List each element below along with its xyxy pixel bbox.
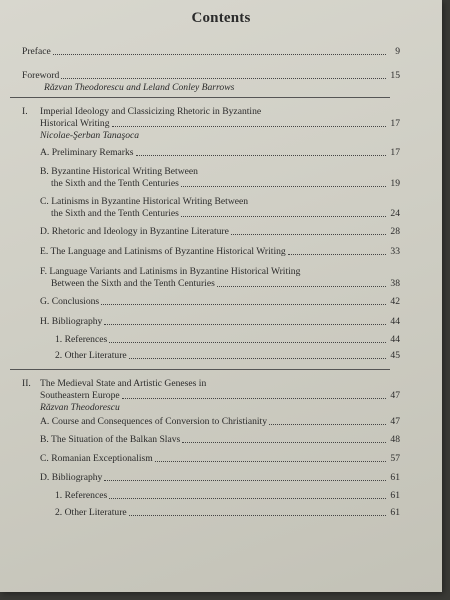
toc-subentry: 2. Other Literature 45 [55, 350, 400, 361]
toc-entry: E. The Language and Latinisms of Byzantine Historical Writing 33 [40, 246, 400, 257]
toc-part-1: Imperial Ideology and Classicizing Rhetoric in Byzantine Historical Writing 17 Nicolae-Şerban Tanaşoca [40, 106, 400, 141]
toc-part-2: The Medieval State and Artistic Geneses in Southeastern Europe 47 Răzvan Theodorescu [40, 378, 400, 413]
part-number: I. [22, 106, 28, 117]
part-author: Nicolae-Şerban Tanaşoca [40, 130, 140, 141]
toc-subentry: 2. Other Literature 61 [55, 507, 400, 518]
part-number: II. [22, 378, 31, 389]
part-author: Răzvan Theodorescu [40, 402, 120, 413]
toc-entry-foreword: Foreword 15 Răzvan Theodorescu and Leland Conley Barrows [22, 70, 400, 93]
toc-entry: D. Bibliography 61 [40, 472, 400, 483]
toc-entry-preface: Preface 9 [22, 46, 400, 57]
toc-entry: F. Language Variants and Latinisms in Byzantine Historical Writing Between the Sixth and the Tenth Centuries 38 [40, 266, 400, 289]
toc-entry: H. Bibliography 44 [40, 316, 400, 327]
toc-entry: A. Course and Consequences of Conversion to Christianity 47 [40, 416, 400, 427]
toc-entry: C. Latinisms in Byzantine Historical Writing Between the Sixth and the Tenth Centuries 24 [40, 196, 400, 219]
foreword-author: Răzvan Theodorescu and Leland Conley Barrows [44, 82, 235, 93]
toc-entry: D. Rhetoric and Ideology in Byzantine Literature 28 [40, 226, 400, 237]
toc-entry: B. Byzantine Historical Writing Between the Sixth and the Tenth Centuries 19 [40, 166, 400, 189]
toc-entry: A. Preliminary Remarks 17 [40, 147, 400, 158]
toc-entry: B. The Situation of the Balkan Slavs 48 [40, 434, 400, 445]
toc-subentry: 1. References 44 [55, 334, 400, 345]
section-divider [10, 369, 390, 370]
toc-subentry: 1. References 61 [55, 490, 400, 501]
toc-entry: G. Conclusions 42 [40, 296, 400, 307]
toc-entry: C. Romanian Exceptionalism 57 [40, 453, 400, 464]
page-title: Contents [191, 10, 251, 26]
section-divider [10, 97, 390, 98]
